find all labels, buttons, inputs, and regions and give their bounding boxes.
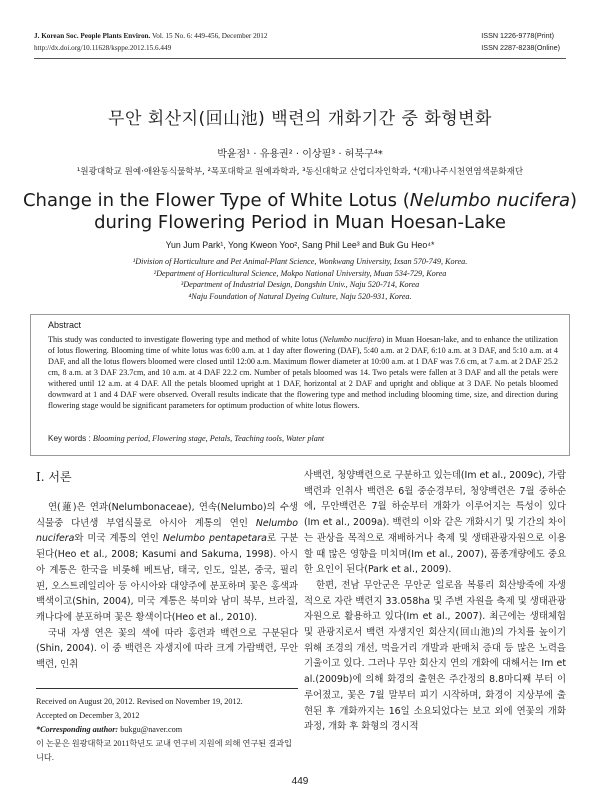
header-rule — [34, 58, 566, 59]
footnote-accepted: Accepted on December 3, 2012 — [36, 711, 140, 720]
issn-print: ISSN 1226-9778(Print) — [481, 31, 554, 40]
korean-title: 무안 회산지(回山池) 백련의 개화기간 중 화형변화 — [108, 109, 492, 129]
journal-header — [34, 30, 267, 54]
corresponding-email[interactable]: bukgu@naver.com — [120, 725, 183, 734]
corresponding-label: *Corresponding author: — [36, 725, 119, 734]
keywords-value: Blooming period, Flowering stage, Petals, Teaching tools, Water plant — [92, 434, 325, 443]
issn-online: ISSN 2287-8238(Online) — [481, 43, 560, 52]
intro-p1-a: 연(蓮)은 연과(Nelumbonaceae), 연속(Nelumbo)의 수생식물중 다년생 부엽식물로 아시아 계통의 연인 — [36, 502, 298, 529]
keywords-label: Key words : — [48, 434, 91, 443]
intro-paragraph-2: 국내 자생 연은 꽃의 색에 따라 홍련과 백련으로 구분된다(Shin, 2004). 이 중 백련은 자생지에 따라 크게 가람백련, 무안백련, 인취 — [36, 627, 298, 671]
abstract-text-post: ) in Muan Hoesan-lake, and to enhance the utilization of lotus flowering. Blooming time of white lotus was 6:00 a.m. at 1 day after flowering (DAF), 5:40 a.m. at 2 DAF, 6:10 a.m. at 3 DAF, and 5:10 a.m. at 4 DAF, and all the lotus flowers bloomed were closed until 12:00 a.m. Maximum flower diameter at 10:00 a.m. at 1 DAF was 7.6 cm, at 7 a.m. at 2 DAF 25.2 cm, 8 a.m. at 3 DAF 23.7cm, and 10 a.m. at 4 DAF 22.2 cm. Number of petals bloomed was 14. Two petals were fallen at 3 DAF and all the petals were withered until 12 a.m. at 4 DAF. All the petals bloomed upright at 1 DAF, horizontal at 2 DAF and upright and oblique at 3 DAF. No petals bloomed downward at 1 and 4 DAF were observed. Overall results indicate that the flowering type and method including blooming time, size, and direction during flowering stage would be significant parameters for optimum production of white lotus flowers. — [48, 335, 558, 410]
abstract-species: Nelumbo nucifera — [322, 335, 382, 344]
intro-paragraph-1 — [36, 500, 298, 626]
intro-paragraph-3: 사백련, 청양백련으로 구분하고 있는데(Im et al., 2009c), 가람백련과 인취사 백련은 6월 중순경부터, 청양백련은 7월 중하순에, 무안백련은 7월 하순부터 개화가 이루어지는 특성이 있다(Im et al., 2009a). 백련의 이와 같은 개화시기 및 기간의 차이는 관상을 목적으로 재배하거나 축제 및 생태관광자원으로 이용할 때 많은 영향을 미치며(Im et al., 2007), 품종개량에도 중요한 요인이 된다(Park et al., 2009). — [304, 470, 566, 576]
affiliation-3: ³Department of Industrial Design, Dongshin Univ., Naju 520-714, Korea — [180, 280, 420, 289]
keywords — [48, 434, 558, 443]
footnotes — [36, 695, 298, 765]
page-number: 449 — [291, 776, 309, 787]
species-nucifera: Nelumbo nucifera — [36, 517, 298, 545]
journal-citation: Vol. 15 No. 6: 449-456, December 2012 — [152, 32, 268, 40]
korean-authors: 박윤점¹ · 유용권² · 이상필³ · 허북구⁴* — [217, 149, 383, 160]
english-title-pre: Change in the Flower Type of White Lotus ( — [22, 190, 410, 211]
left-column — [36, 500, 298, 673]
affiliation-2: ²Department of Horticultural Science, Mokpo National University, Muan 534-729, Korea — [153, 268, 447, 278]
footnote-received: Received on August 20, 2012. Revised on November 19, 2012. — [36, 697, 243, 706]
affiliation-4: ⁴Naju Foundation of Natural Dyeing Culture, Naju 520-931, Korea. — [188, 291, 412, 301]
english-title — [0, 190, 600, 234]
english-affiliations — [0, 256, 600, 302]
journal-name: J. Korean Soc. People Plants Environ. — [34, 32, 151, 40]
journal-doi[interactable]: http://dx.doi.org/10.11628/ksppe.2012.15.6.449 — [34, 44, 172, 52]
footnote-rule — [36, 688, 298, 689]
intro-p1-b: 와 미국 계통의 연인 — [74, 533, 163, 545]
english-title-species: Nelumbo nucifera — [409, 190, 570, 211]
abstract-text-pre: This study was conducted to investigate flowering type and method of white lotus ( — [48, 335, 323, 344]
korean-affiliations: ¹원광대학교 원예·애완동식물학부, ²목포대학교 원예과학과, ³동신대학교 산업디자인학과, ⁴(재)나주시천연염색문화재단 — [76, 167, 524, 177]
footnote-funding: 이 논문은 원광대학교 2011학년도 교내 연구비 지원에 의해 연구된 결과입니다. — [36, 739, 292, 762]
affiliation-1: ¹Division of Horticulture and Pet Animal-Plant Science, Wonkwang University, Ixsan 570-749, Korea. — [132, 257, 468, 266]
section-heading: Ⅰ. 서론 — [36, 470, 72, 484]
intro-p1-c: 로 구분된다(Heo et al., 2008; Kasumi and Sakuma, 1998). 아시아 계통은 한국을 비롯해 베트남, 태국, 인도, 일본, 중국, 필리핀, 오스트레일리아 등 아시아와 대양주에 분포하며 꽃은 홍색과 백색이고(Shin, 2004), 미국 계통은 북미와 남미 북부, 브라질, 캐나다에 분포하며 꽃은 황색이다(Heo et al., 2010). — [36, 533, 298, 623]
issn-block — [481, 30, 560, 54]
abstract-heading: Abstract — [48, 320, 82, 330]
species-pentapetara: Nelumbo pentapetara — [162, 533, 267, 545]
intro-paragraph-4: 한편, 전남 무안군은 무안군 일로읍 복룡리 회산방죽에 자생적으로 자란 백련지 33.058ha 및 주변 자원을 축제 및 생태관광 자원으로 활용하고 있다(Im et al., 2007). 최근에는 생태체험 및 관광지로서 백련 자생지인 회산지(回山池)의 가치를 높이기 위해 조경의 개선, 먹을거리 개발과 판매처 증대 등 많은 노력을 기울이고 있다. 그러나 무안 회산지 연의 개화에 대해서는 Im et al.(2009b)에 의해 화경의 출현은 주간정의 8.8마디째 부터 이루어졌고, 꽃은 7월 말부터 피기 시작하며, 화경이 지상부에 출현된 후 개화까지는 16일 소요되었다는 보고 외에 연꽃의 개화 과정, 개화 후 화형의 경시적 — [304, 579, 566, 733]
abstract-body — [48, 334, 558, 411]
footnote-corresponding — [36, 723, 298, 737]
english-title-line2: during Flowering Period in Muan Hoesan-Lake — [94, 212, 506, 233]
english-authors: Yun Jum Park¹, Yong Kweon Yoo², Sang Phil Lee³ and Buk Gu Heo⁴* — [165, 240, 435, 250]
right-column — [304, 468, 566, 735]
english-title-post: ) — [570, 190, 578, 211]
